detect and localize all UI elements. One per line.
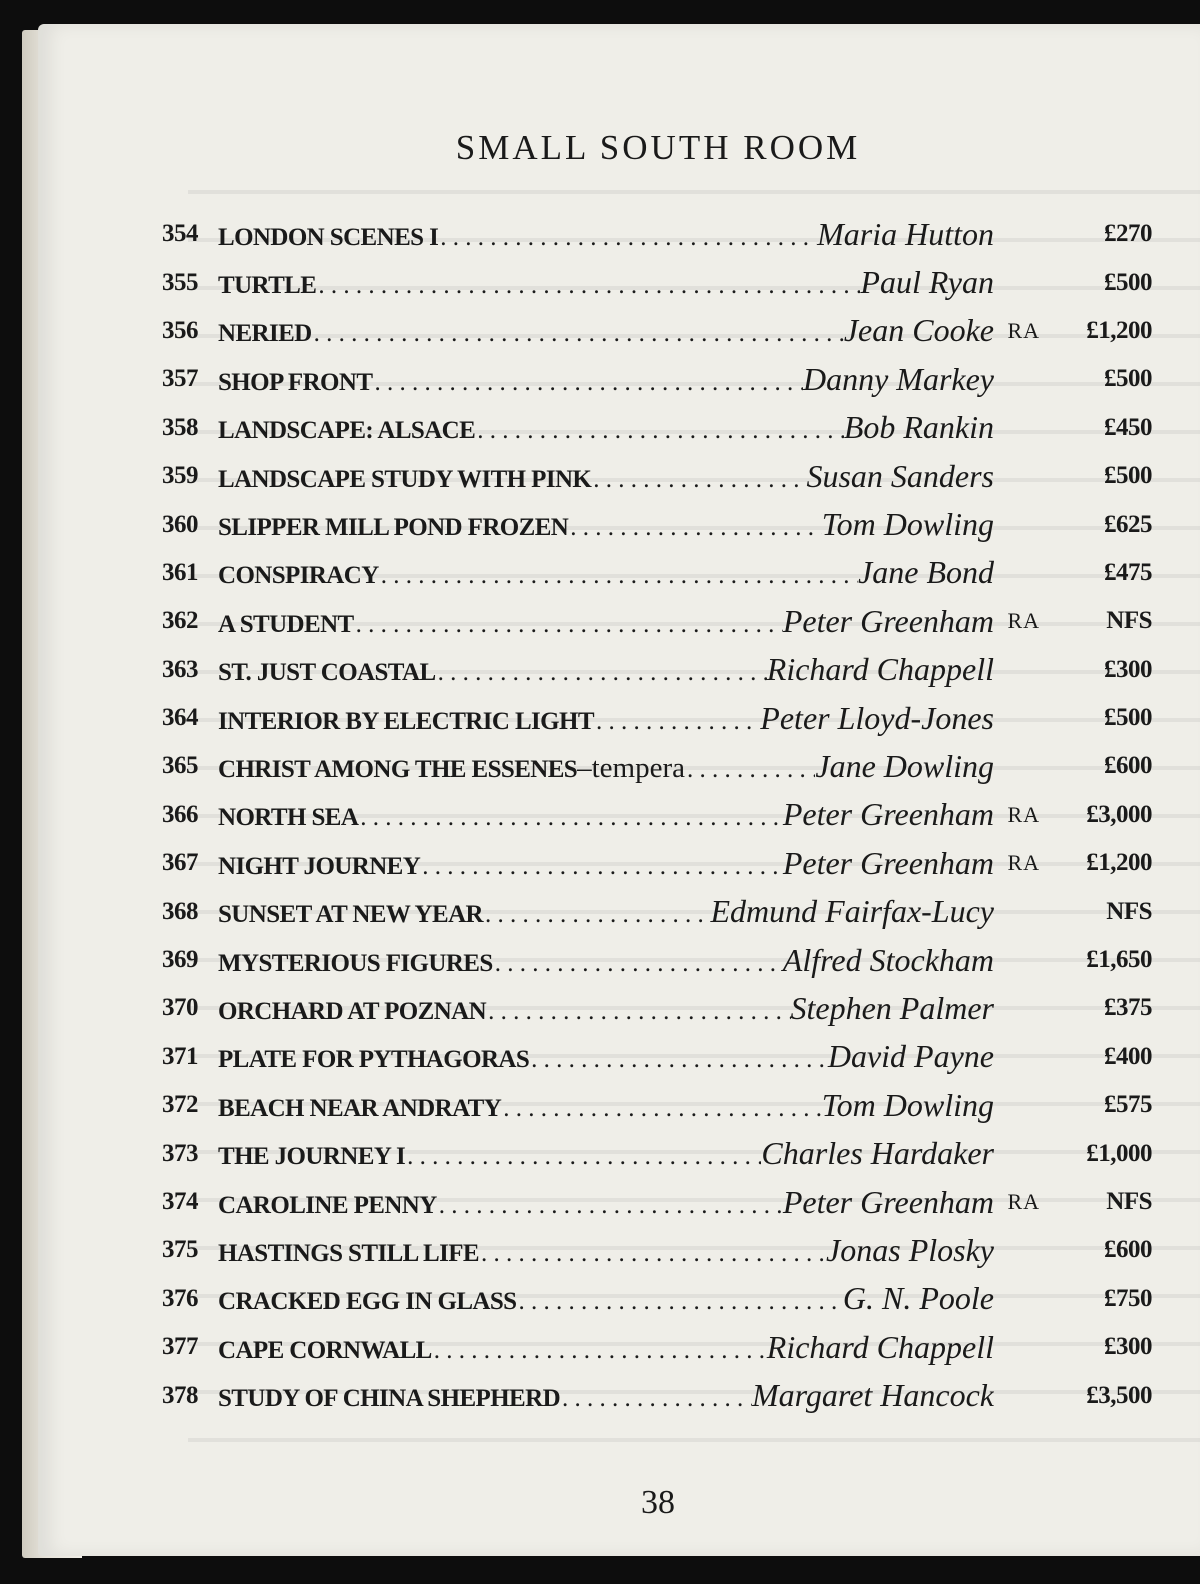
leader-dots	[529, 1046, 828, 1074]
page-title: SMALL SOUTH ROOM	[455, 128, 861, 167]
leader-dots	[316, 272, 860, 300]
price: £475	[1104, 558, 1152, 586]
artist-name: Peter Lloyd-Jones	[760, 699, 994, 736]
leader-dots	[475, 417, 844, 445]
catalogue-number: 356	[162, 316, 198, 344]
artist-name: Edmund Fairfax-Lucy	[710, 893, 994, 930]
artwork-title: CAPE CORNWALL	[218, 1336, 432, 1364]
leader-dots	[516, 1288, 842, 1316]
artwork-title: HASTINGS STILL LIFE	[218, 1239, 479, 1267]
entry-line	[218, 409, 994, 446]
list-item	[162, 791, 1152, 839]
list-item	[162, 355, 1152, 403]
list-item	[162, 452, 1152, 500]
artist-name: Jean Cooke	[843, 312, 994, 349]
catalogue-number: 378	[162, 1381, 198, 1409]
price: £3,000	[1086, 800, 1152, 828]
price: NFS	[1106, 607, 1152, 635]
price: £500	[1104, 268, 1152, 296]
artist-name: Bob Rankin	[843, 409, 994, 446]
leader-dots	[437, 1192, 783, 1220]
catalogue-number: 355	[162, 268, 198, 296]
artist-name: David Payne	[827, 1038, 994, 1075]
artwork-title: INTERIOR BY ELECTRIC LIGHT	[218, 707, 594, 735]
leader-dots	[438, 224, 817, 252]
catalogue-number: 376	[162, 1284, 198, 1312]
artist-name: Richard Chappell	[766, 1328, 994, 1365]
list-item	[162, 597, 1152, 645]
catalogue-number: 361	[162, 558, 198, 586]
list-item	[162, 742, 1152, 790]
leader-dots	[436, 659, 767, 687]
entry-line	[218, 700, 994, 737]
artist-name: Maria Hutton	[817, 215, 994, 252]
artwork-title: LONDON SCENES I	[218, 223, 439, 251]
entry-line	[218, 458, 994, 495]
list-item	[162, 258, 1152, 306]
leader-dots	[354, 611, 783, 639]
price: £300	[1104, 1333, 1152, 1361]
artist-name: Peter Greenham	[782, 844, 994, 881]
entry-line	[218, 796, 994, 833]
artwork-title: LANDSCAPE STUDY WITH PINK	[218, 465, 592, 493]
leader-dots	[358, 804, 783, 832]
catalogue-number: 354	[162, 220, 198, 248]
list-item	[162, 210, 1152, 258]
entry-list	[162, 210, 1152, 1420]
price: £1,000	[1086, 1139, 1152, 1167]
entry-line	[218, 506, 994, 543]
entry-line	[218, 1377, 994, 1414]
leader-dots	[591, 466, 806, 494]
price: £625	[1104, 510, 1152, 538]
artist-name: G. N. Poole	[842, 1280, 994, 1317]
entry-line	[218, 1329, 994, 1366]
artist-name: Jane Dowling	[815, 747, 994, 784]
artwork-title: THE JOURNEY I	[218, 1143, 406, 1171]
list-item	[162, 500, 1152, 548]
entry-line	[218, 990, 994, 1027]
leader-dots	[560, 1385, 752, 1413]
artwork-title: MYSTERIOUS FIGURES	[218, 949, 493, 977]
leader-dots	[594, 708, 760, 736]
artwork-title: ST. JUST COASTAL	[218, 659, 436, 687]
price: £600	[1104, 1236, 1152, 1264]
artist-name: Tom Dowling	[821, 506, 994, 543]
artist-name: Peter Greenham	[782, 796, 994, 833]
catalogue-number: 364	[162, 704, 198, 732]
leader-dots	[420, 853, 783, 881]
list-item	[162, 1129, 1152, 1177]
catalogue-number: 362	[162, 607, 198, 635]
ra-suffix: RA	[1007, 850, 1040, 876]
leader-dots	[501, 1095, 822, 1123]
catalogue-number: 367	[162, 849, 198, 877]
catalogue-number: 377	[162, 1333, 198, 1361]
entry-line	[218, 216, 994, 253]
catalogue-number: 365	[162, 752, 198, 780]
list-item	[162, 936, 1152, 984]
page-number: 38	[641, 1484, 675, 1521]
leader-dots	[483, 901, 711, 929]
list-item	[162, 1323, 1152, 1371]
list-item	[162, 1226, 1152, 1274]
price: £1,650	[1086, 946, 1152, 974]
price: £575	[1104, 1091, 1152, 1119]
artist-name: Margaret Hancock	[752, 1377, 994, 1414]
artwork-title: STUDY OF CHINA SHEPHERD	[218, 1385, 561, 1413]
list-item	[162, 549, 1152, 597]
price: £270	[1104, 220, 1152, 248]
entry-line	[218, 361, 994, 398]
entry-line	[218, 264, 994, 301]
leader-dots	[486, 998, 790, 1026]
price: £1,200	[1086, 316, 1152, 344]
leader-dots	[432, 1337, 767, 1365]
list-item	[162, 1178, 1152, 1226]
ra-suffix: RA	[1007, 801, 1040, 827]
price: £500	[1104, 704, 1152, 732]
artist-name: Tom Dowling	[821, 1086, 994, 1123]
artist-name: Richard Chappell	[766, 651, 994, 688]
artist-name: Charles Hardaker	[761, 1135, 994, 1172]
artist-name: Paul Ryan	[860, 264, 994, 301]
artwork-title: PLATE FOR PYTHAGORAS	[218, 1046, 530, 1074]
catalogue-number: 357	[162, 365, 198, 393]
entry-line	[218, 748, 994, 785]
artist-name: Alfred Stockham	[782, 941, 994, 978]
list-item	[162, 307, 1152, 355]
price: £500	[1104, 365, 1152, 393]
catalogue-number: 374	[162, 1188, 198, 1215]
artist-name: Peter Greenham	[782, 1183, 994, 1220]
artwork-title: CRACKED EGG IN GLASS	[218, 1288, 517, 1316]
artwork-title: SLIPPER MILL POND FROZEN	[218, 514, 569, 542]
list-item	[162, 839, 1152, 887]
entry-line	[218, 942, 994, 979]
entry-line	[218, 1087, 994, 1124]
entry-line	[218, 1232, 994, 1269]
artwork-title: A STUDENT	[218, 610, 354, 638]
leader-dots	[685, 756, 815, 784]
artwork-title: SHOP FRONT	[218, 368, 373, 396]
catalogue-number: 368	[162, 897, 198, 925]
leader-dots	[568, 514, 822, 542]
price: NFS	[1106, 897, 1152, 925]
price: £300	[1104, 655, 1152, 683]
leader-dots	[372, 369, 803, 397]
artwork-title: CAROLINE PENNY	[218, 1191, 437, 1219]
entry-line	[218, 845, 994, 882]
entry-line	[218, 312, 994, 349]
catalogue-number: 375	[162, 1236, 198, 1264]
leader-dots	[493, 950, 783, 978]
artist-name: Jane Bond	[858, 554, 994, 591]
list-item	[162, 646, 1152, 694]
price: £750	[1104, 1284, 1152, 1312]
entry-line	[218, 1038, 994, 1075]
catalogue-number: 363	[162, 655, 198, 683]
price: £450	[1104, 413, 1152, 441]
price: £400	[1104, 1042, 1152, 1070]
artist-name: Susan Sanders	[806, 457, 994, 494]
price: £500	[1104, 462, 1152, 490]
entry-line	[218, 1280, 994, 1317]
leader-dots	[312, 320, 844, 348]
artwork-title: NORTH SEA	[218, 804, 359, 832]
price: NFS	[1106, 1188, 1152, 1215]
entry-line	[218, 1184, 994, 1221]
artist-name: Jonas Plosky	[826, 1231, 994, 1268]
list-item	[162, 694, 1152, 742]
list-item	[162, 1081, 1152, 1129]
catalogue-number: 370	[162, 994, 198, 1022]
artwork-title: ORCHARD AT POZNAN	[218, 997, 487, 1025]
artwork-title: CONSPIRACY	[218, 562, 379, 590]
list-item	[162, 1371, 1152, 1419]
artwork-title: TURTLE	[218, 272, 317, 300]
entry-line	[218, 554, 994, 591]
entry-line	[218, 1135, 994, 1172]
leader-dots	[405, 1143, 761, 1171]
catalogue-number: 358	[162, 413, 198, 441]
artist-name: Stephen Palmer	[790, 989, 994, 1026]
artwork-medium: –tempera	[577, 751, 686, 784]
price: £1,200	[1086, 849, 1152, 877]
artwork-title: CHRIST AMONG THE ESSENES	[218, 755, 578, 783]
catalogue-number: 359	[162, 462, 198, 490]
artwork-title: NIGHT JOURNEY	[218, 852, 421, 880]
list-item	[162, 887, 1152, 935]
list-item	[162, 984, 1152, 1032]
artist-name: Peter Greenham	[782, 602, 994, 639]
catalogue-number: 366	[162, 800, 198, 828]
ra-suffix: RA	[1007, 1189, 1040, 1214]
catalogue-number: 360	[162, 510, 198, 538]
price: £3,500	[1086, 1381, 1152, 1409]
list-item	[162, 404, 1152, 452]
entry-line	[218, 651, 994, 688]
catalogue-number: 369	[162, 946, 198, 974]
artwork-title: BEACH NEAR ANDRATY	[218, 1094, 502, 1122]
price: £600	[1104, 752, 1152, 780]
artwork-title: SUNSET AT NEW YEAR	[218, 901, 483, 929]
leader-dots	[379, 562, 858, 590]
artwork-title: NERIED	[218, 320, 312, 348]
catalogue-number: 373	[162, 1139, 198, 1167]
list-item	[162, 1275, 1152, 1323]
catalogue-number: 371	[162, 1042, 198, 1070]
price: £375	[1104, 994, 1152, 1022]
entry-line	[218, 893, 994, 930]
entry-line	[218, 603, 994, 640]
artwork-title: LANDSCAPE: ALSACE	[218, 417, 476, 445]
leader-dots	[479, 1240, 826, 1268]
artist-name: Danny Markey	[802, 360, 994, 397]
ra-suffix: RA	[1007, 317, 1040, 343]
list-item	[162, 1033, 1152, 1081]
catalogue-number: 372	[162, 1091, 198, 1119]
ra-suffix: RA	[1007, 608, 1040, 634]
